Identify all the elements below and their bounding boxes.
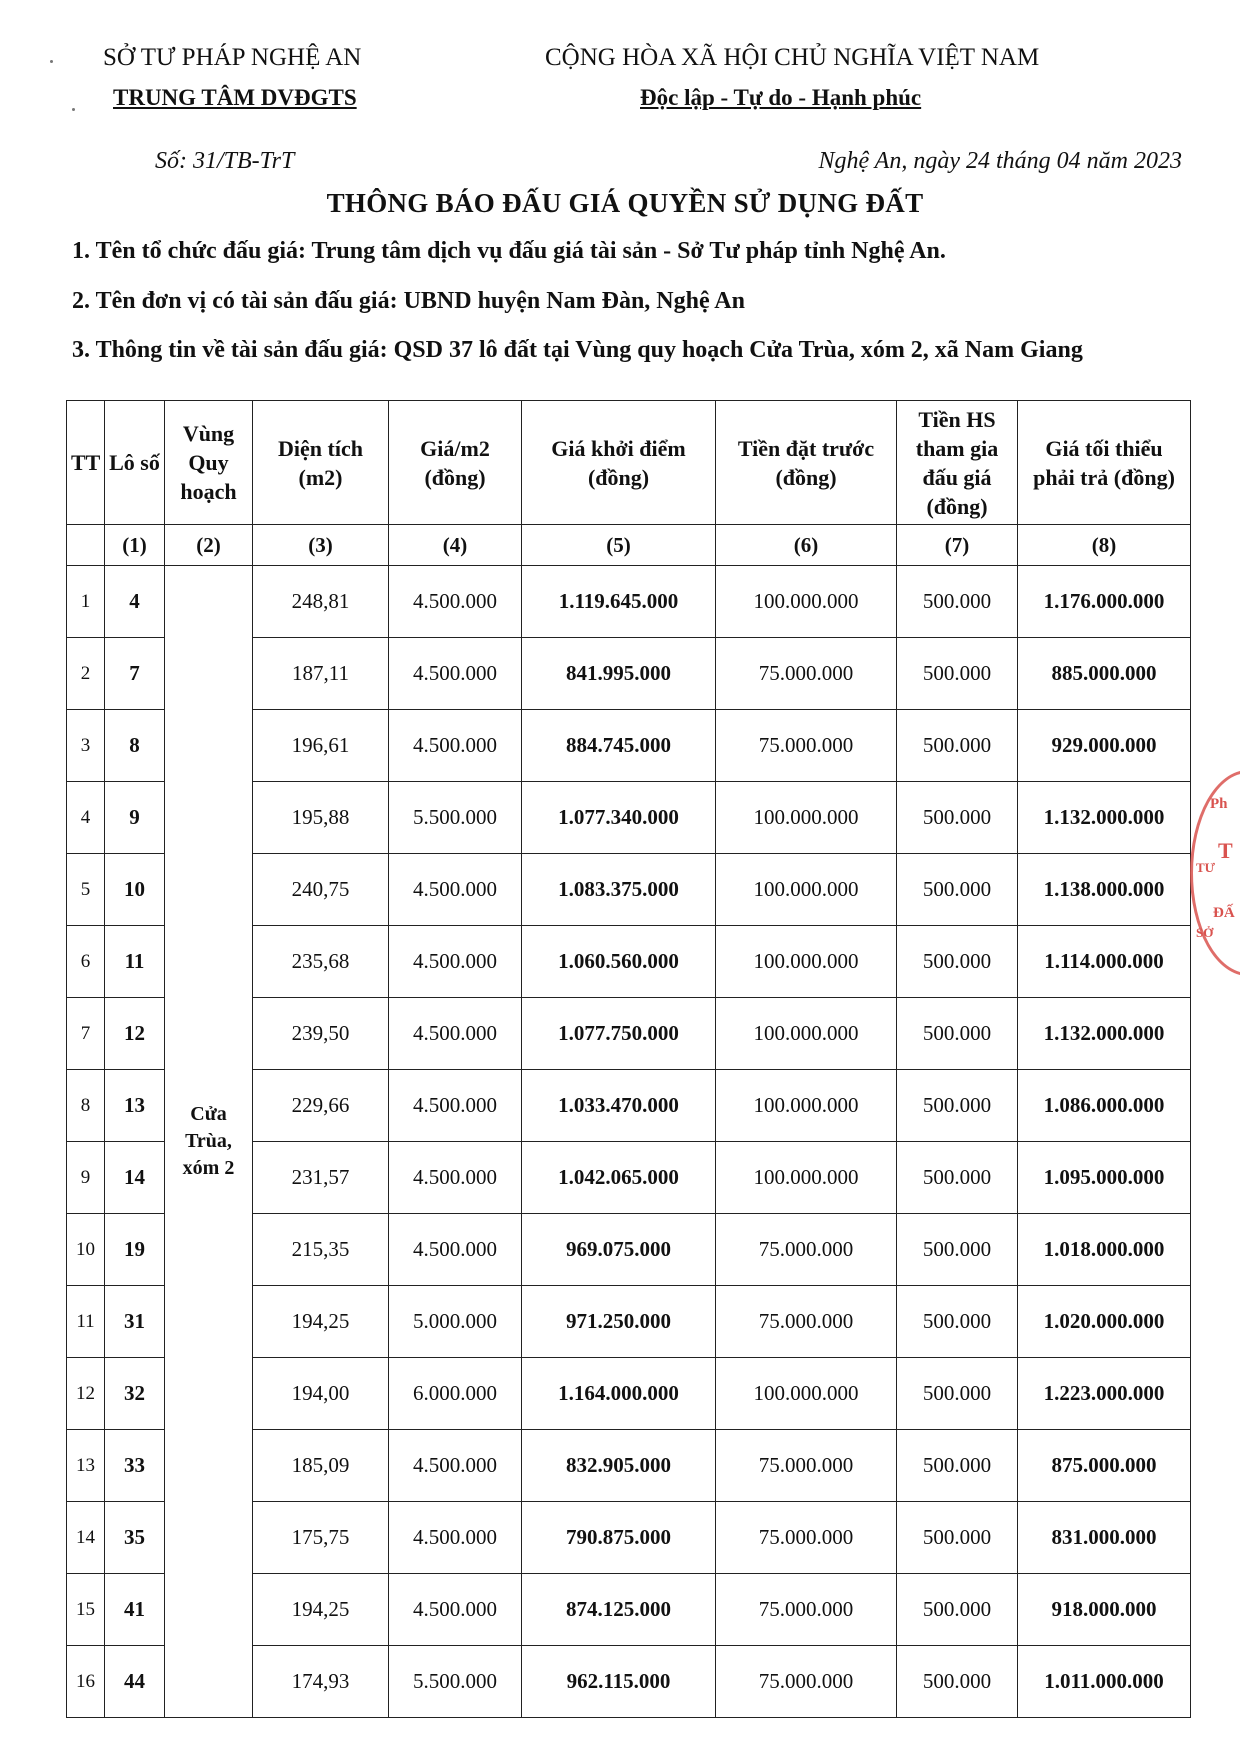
column-number: (2)	[165, 525, 253, 566]
cell-min-pay: 1.132.000.000	[1018, 782, 1191, 854]
cell-lot-number: 10	[105, 854, 165, 926]
cell-min-pay: 875.000.000	[1018, 1430, 1191, 1502]
seal-text: ĐẤ	[1213, 905, 1235, 921]
cell-area: 175,75	[253, 1502, 389, 1574]
cell-area: 187,11	[253, 638, 389, 710]
cell-deposit: 100.000.000	[716, 854, 897, 926]
cell-deposit: 100.000.000	[716, 1070, 897, 1142]
info-organizer: 1. Tên tổ chức đấu giá: Trung tâm dịch vụ đấu giá tài sản - Sở Tư pháp tỉnh Nghệ An.	[72, 238, 946, 264]
cell-tt: 14	[67, 1502, 105, 1574]
cell-price-per-m2: 6.000.000	[389, 1358, 522, 1430]
cell-fee: 500.000	[897, 1430, 1018, 1502]
cell-deposit: 75.000.000	[716, 1502, 897, 1574]
cell-lot-number: 31	[105, 1286, 165, 1358]
cell-area: 248,81	[253, 566, 389, 638]
cell-tt: 1	[67, 566, 105, 638]
cell-price-per-m2: 4.500.000	[389, 998, 522, 1070]
cell-fee: 500.000	[897, 926, 1018, 998]
cell-start-price: 874.125.000	[522, 1574, 716, 1646]
cell-lot-number: 41	[105, 1574, 165, 1646]
cell-zone: Cửa Trùa, xóm 2	[165, 566, 253, 1718]
cell-deposit: 100.000.000	[716, 566, 897, 638]
cell-min-pay: 1.132.000.000	[1018, 998, 1191, 1070]
cell-fee: 500.000	[897, 1286, 1018, 1358]
seal-text: TƯ	[1196, 860, 1216, 875]
scan-speck	[50, 60, 53, 63]
cell-start-price: 1.077.750.000	[522, 998, 716, 1070]
cell-area: 231,57	[253, 1142, 389, 1214]
cell-fee: 500.000	[897, 1142, 1018, 1214]
cell-tt: 13	[67, 1430, 105, 1502]
table-body	[67, 566, 1191, 1718]
cell-tt: 7	[67, 998, 105, 1070]
cell-fee: 500.000	[897, 1214, 1018, 1286]
auction-lots-table	[66, 400, 1191, 1718]
column-header-price-m2: Giá/m2 (đồng)	[389, 401, 522, 525]
cell-price-per-m2: 4.500.000	[389, 1070, 522, 1142]
cell-deposit: 100.000.000	[716, 1142, 897, 1214]
cell-lot-number: 35	[105, 1502, 165, 1574]
cell-fee: 500.000	[897, 998, 1018, 1070]
cell-tt: 11	[67, 1286, 105, 1358]
cell-price-per-m2: 4.500.000	[389, 638, 522, 710]
cell-area: 235,68	[253, 926, 389, 998]
cell-lot-number: 12	[105, 998, 165, 1070]
cell-start-price: 1.077.340.000	[522, 782, 716, 854]
cell-min-pay: 1.018.000.000	[1018, 1214, 1191, 1286]
cell-price-per-m2: 4.500.000	[389, 1430, 522, 1502]
column-header-deposit: Tiền đặt trước (đồng)	[716, 401, 897, 525]
cell-start-price: 1.083.375.000	[522, 854, 716, 926]
cell-lot-number: 19	[105, 1214, 165, 1286]
cell-price-per-m2: 4.500.000	[389, 854, 522, 926]
cell-price-per-m2: 4.500.000	[389, 566, 522, 638]
cell-area: 174,93	[253, 1646, 389, 1718]
cell-price-per-m2: 4.500.000	[389, 1214, 522, 1286]
cell-min-pay: 1.011.000.000	[1018, 1646, 1191, 1718]
cell-tt: 12	[67, 1358, 105, 1430]
cell-fee: 500.000	[897, 1502, 1018, 1574]
column-number: (3)	[253, 525, 389, 566]
cell-deposit: 75.000.000	[716, 1430, 897, 1502]
cell-lot-number: 44	[105, 1646, 165, 1718]
cell-tt: 8	[67, 1070, 105, 1142]
cell-min-pay: 1.114.000.000	[1018, 926, 1191, 998]
cell-deposit: 100.000.000	[716, 926, 897, 998]
cell-price-per-m2: 5.500.000	[389, 1646, 522, 1718]
cell-price-per-m2: 4.500.000	[389, 1142, 522, 1214]
cell-tt: 9	[67, 1142, 105, 1214]
column-header-start-price: Giá khởi điểm (đồng)	[522, 401, 716, 525]
info-asset: 3. Thông tin về tài sản đấu giá: QSD 37 lô đất tại Vùng quy hoạch Cửa Trùa, xóm 2, xã Nam Giang	[72, 337, 1083, 363]
agency-unit: TRUNG TÂM DVĐGTS	[113, 85, 357, 110]
cell-tt: 15	[67, 1574, 105, 1646]
cell-fee: 500.000	[897, 854, 1018, 926]
seal-text: Ph	[1210, 796, 1228, 812]
cell-area: 195,88	[253, 782, 389, 854]
cell-min-pay: 1.086.000.000	[1018, 1070, 1191, 1142]
cell-lot-number: 7	[105, 638, 165, 710]
cell-deposit: 75.000.000	[716, 1646, 897, 1718]
cell-fee: 500.000	[897, 782, 1018, 854]
cell-start-price: 969.075.000	[522, 1214, 716, 1286]
cell-tt: 16	[67, 1646, 105, 1718]
cell-fee: 500.000	[897, 710, 1018, 782]
cell-start-price: 884.745.000	[522, 710, 716, 782]
cell-area: 185,09	[253, 1430, 389, 1502]
cell-fee: 500.000	[897, 1574, 1018, 1646]
cell-area: 196,61	[253, 710, 389, 782]
column-header-tt: TT	[67, 401, 105, 525]
cell-tt: 3	[67, 710, 105, 782]
cell-area: 194,00	[253, 1358, 389, 1430]
info-owner: 2. Tên đơn vị có tài sản đấu giá: UBND huyện Nam Đàn, Nghệ An	[72, 288, 745, 314]
scan-speck	[72, 108, 75, 111]
cell-start-price: 832.905.000	[522, 1430, 716, 1502]
cell-area: 194,25	[253, 1286, 389, 1358]
cell-lot-number: 9	[105, 782, 165, 854]
column-number: (1)	[105, 525, 165, 566]
agency-name: SỞ TƯ PHÁP NGHỆ AN	[103, 44, 362, 71]
cell-area: 239,50	[253, 998, 389, 1070]
cell-tt: 10	[67, 1214, 105, 1286]
cell-tt: 6	[67, 926, 105, 998]
cell-price-per-m2: 4.500.000	[389, 1502, 522, 1574]
cell-lot-number: 11	[105, 926, 165, 998]
column-header-lot: Lô số	[105, 401, 165, 525]
cell-fee: 500.000	[897, 1646, 1018, 1718]
cell-deposit: 100.000.000	[716, 1358, 897, 1430]
cell-price-per-m2: 5.000.000	[389, 1286, 522, 1358]
cell-min-pay: 918.000.000	[1018, 1574, 1191, 1646]
column-number: (5)	[522, 525, 716, 566]
cell-start-price: 971.250.000	[522, 1286, 716, 1358]
cell-lot-number: 14	[105, 1142, 165, 1214]
table-row	[67, 566, 1191, 638]
cell-min-pay: 885.000.000	[1018, 638, 1191, 710]
cell-start-price: 1.042.065.000	[522, 1142, 716, 1214]
national-motto: Độc lập - Tự do - Hạnh phúc	[640, 85, 922, 110]
cell-tt: 4	[67, 782, 105, 854]
cell-start-price: 790.875.000	[522, 1502, 716, 1574]
cell-fee: 500.000	[897, 638, 1018, 710]
column-header-area: Diện tích (m2)	[253, 401, 389, 525]
cell-deposit: 75.000.000	[716, 638, 897, 710]
national-title: CỘNG HÒA XÃ HỘI CHỦ NGHĨA VIỆT NAM	[545, 44, 1040, 71]
cell-tt: 2	[67, 638, 105, 710]
column-number	[67, 525, 105, 566]
column-header-min-pay: Giá tối thiểu phải trả (đồng)	[1018, 401, 1191, 525]
cell-min-pay: 929.000.000	[1018, 710, 1191, 782]
seal-text: T	[1218, 838, 1233, 863]
cell-lot-number: 33	[105, 1430, 165, 1502]
cell-deposit: 75.000.000	[716, 710, 897, 782]
cell-min-pay: 1.020.000.000	[1018, 1286, 1191, 1358]
cell-area: 194,25	[253, 1574, 389, 1646]
document-title: THÔNG BÁO ĐẤU GIÁ QUYỀN SỬ DỤNG ĐẤT	[326, 188, 924, 218]
cell-start-price: 1.119.645.000	[522, 566, 716, 638]
column-number: (7)	[897, 525, 1018, 566]
document-date: Nghệ An, ngày 24 tháng 04 năm 2023	[818, 148, 1182, 174]
cell-lot-number: 13	[105, 1070, 165, 1142]
cell-deposit: 75.000.000	[716, 1574, 897, 1646]
seal-text: SỞ	[1196, 925, 1214, 940]
cell-start-price: 841.995.000	[522, 638, 716, 710]
cell-area: 229,66	[253, 1070, 389, 1142]
cell-area: 240,75	[253, 854, 389, 926]
cell-deposit: 75.000.000	[716, 1214, 897, 1286]
cell-min-pay: 1.138.000.000	[1018, 854, 1191, 926]
cell-deposit: 100.000.000	[716, 998, 897, 1070]
cell-start-price: 1.060.560.000	[522, 926, 716, 998]
cell-min-pay: 1.223.000.000	[1018, 1358, 1191, 1430]
column-number: (4)	[389, 525, 522, 566]
cell-price-per-m2: 4.500.000	[389, 926, 522, 998]
cell-fee: 500.000	[897, 566, 1018, 638]
column-number: (8)	[1018, 525, 1191, 566]
column-number: (6)	[716, 525, 897, 566]
cell-min-pay: 1.176.000.000	[1018, 566, 1191, 638]
column-header-zone: Vùng Quy hoạch	[165, 401, 253, 525]
cell-lot-number: 32	[105, 1358, 165, 1430]
cell-deposit: 75.000.000	[716, 1286, 897, 1358]
cell-area: 215,35	[253, 1214, 389, 1286]
cell-lot-number: 8	[105, 710, 165, 782]
cell-tt: 5	[67, 854, 105, 926]
cell-lot-number: 4	[105, 566, 165, 638]
cell-min-pay: 1.095.000.000	[1018, 1142, 1191, 1214]
cell-deposit: 100.000.000	[716, 782, 897, 854]
cell-price-per-m2: 4.500.000	[389, 710, 522, 782]
cell-price-per-m2: 5.500.000	[389, 782, 522, 854]
cell-fee: 500.000	[897, 1358, 1018, 1430]
cell-fee: 500.000	[897, 1070, 1018, 1142]
cell-price-per-m2: 4.500.000	[389, 1574, 522, 1646]
cell-start-price: 1.033.470.000	[522, 1070, 716, 1142]
cell-start-price: 1.164.000.000	[522, 1358, 716, 1430]
document-number: Số: 31/TB-TrT	[155, 148, 295, 174]
column-header-fee: Tiền HS tham gia đấu giá (đồng)	[897, 401, 1018, 525]
cell-min-pay: 831.000.000	[1018, 1502, 1191, 1574]
cell-start-price: 962.115.000	[522, 1646, 716, 1718]
